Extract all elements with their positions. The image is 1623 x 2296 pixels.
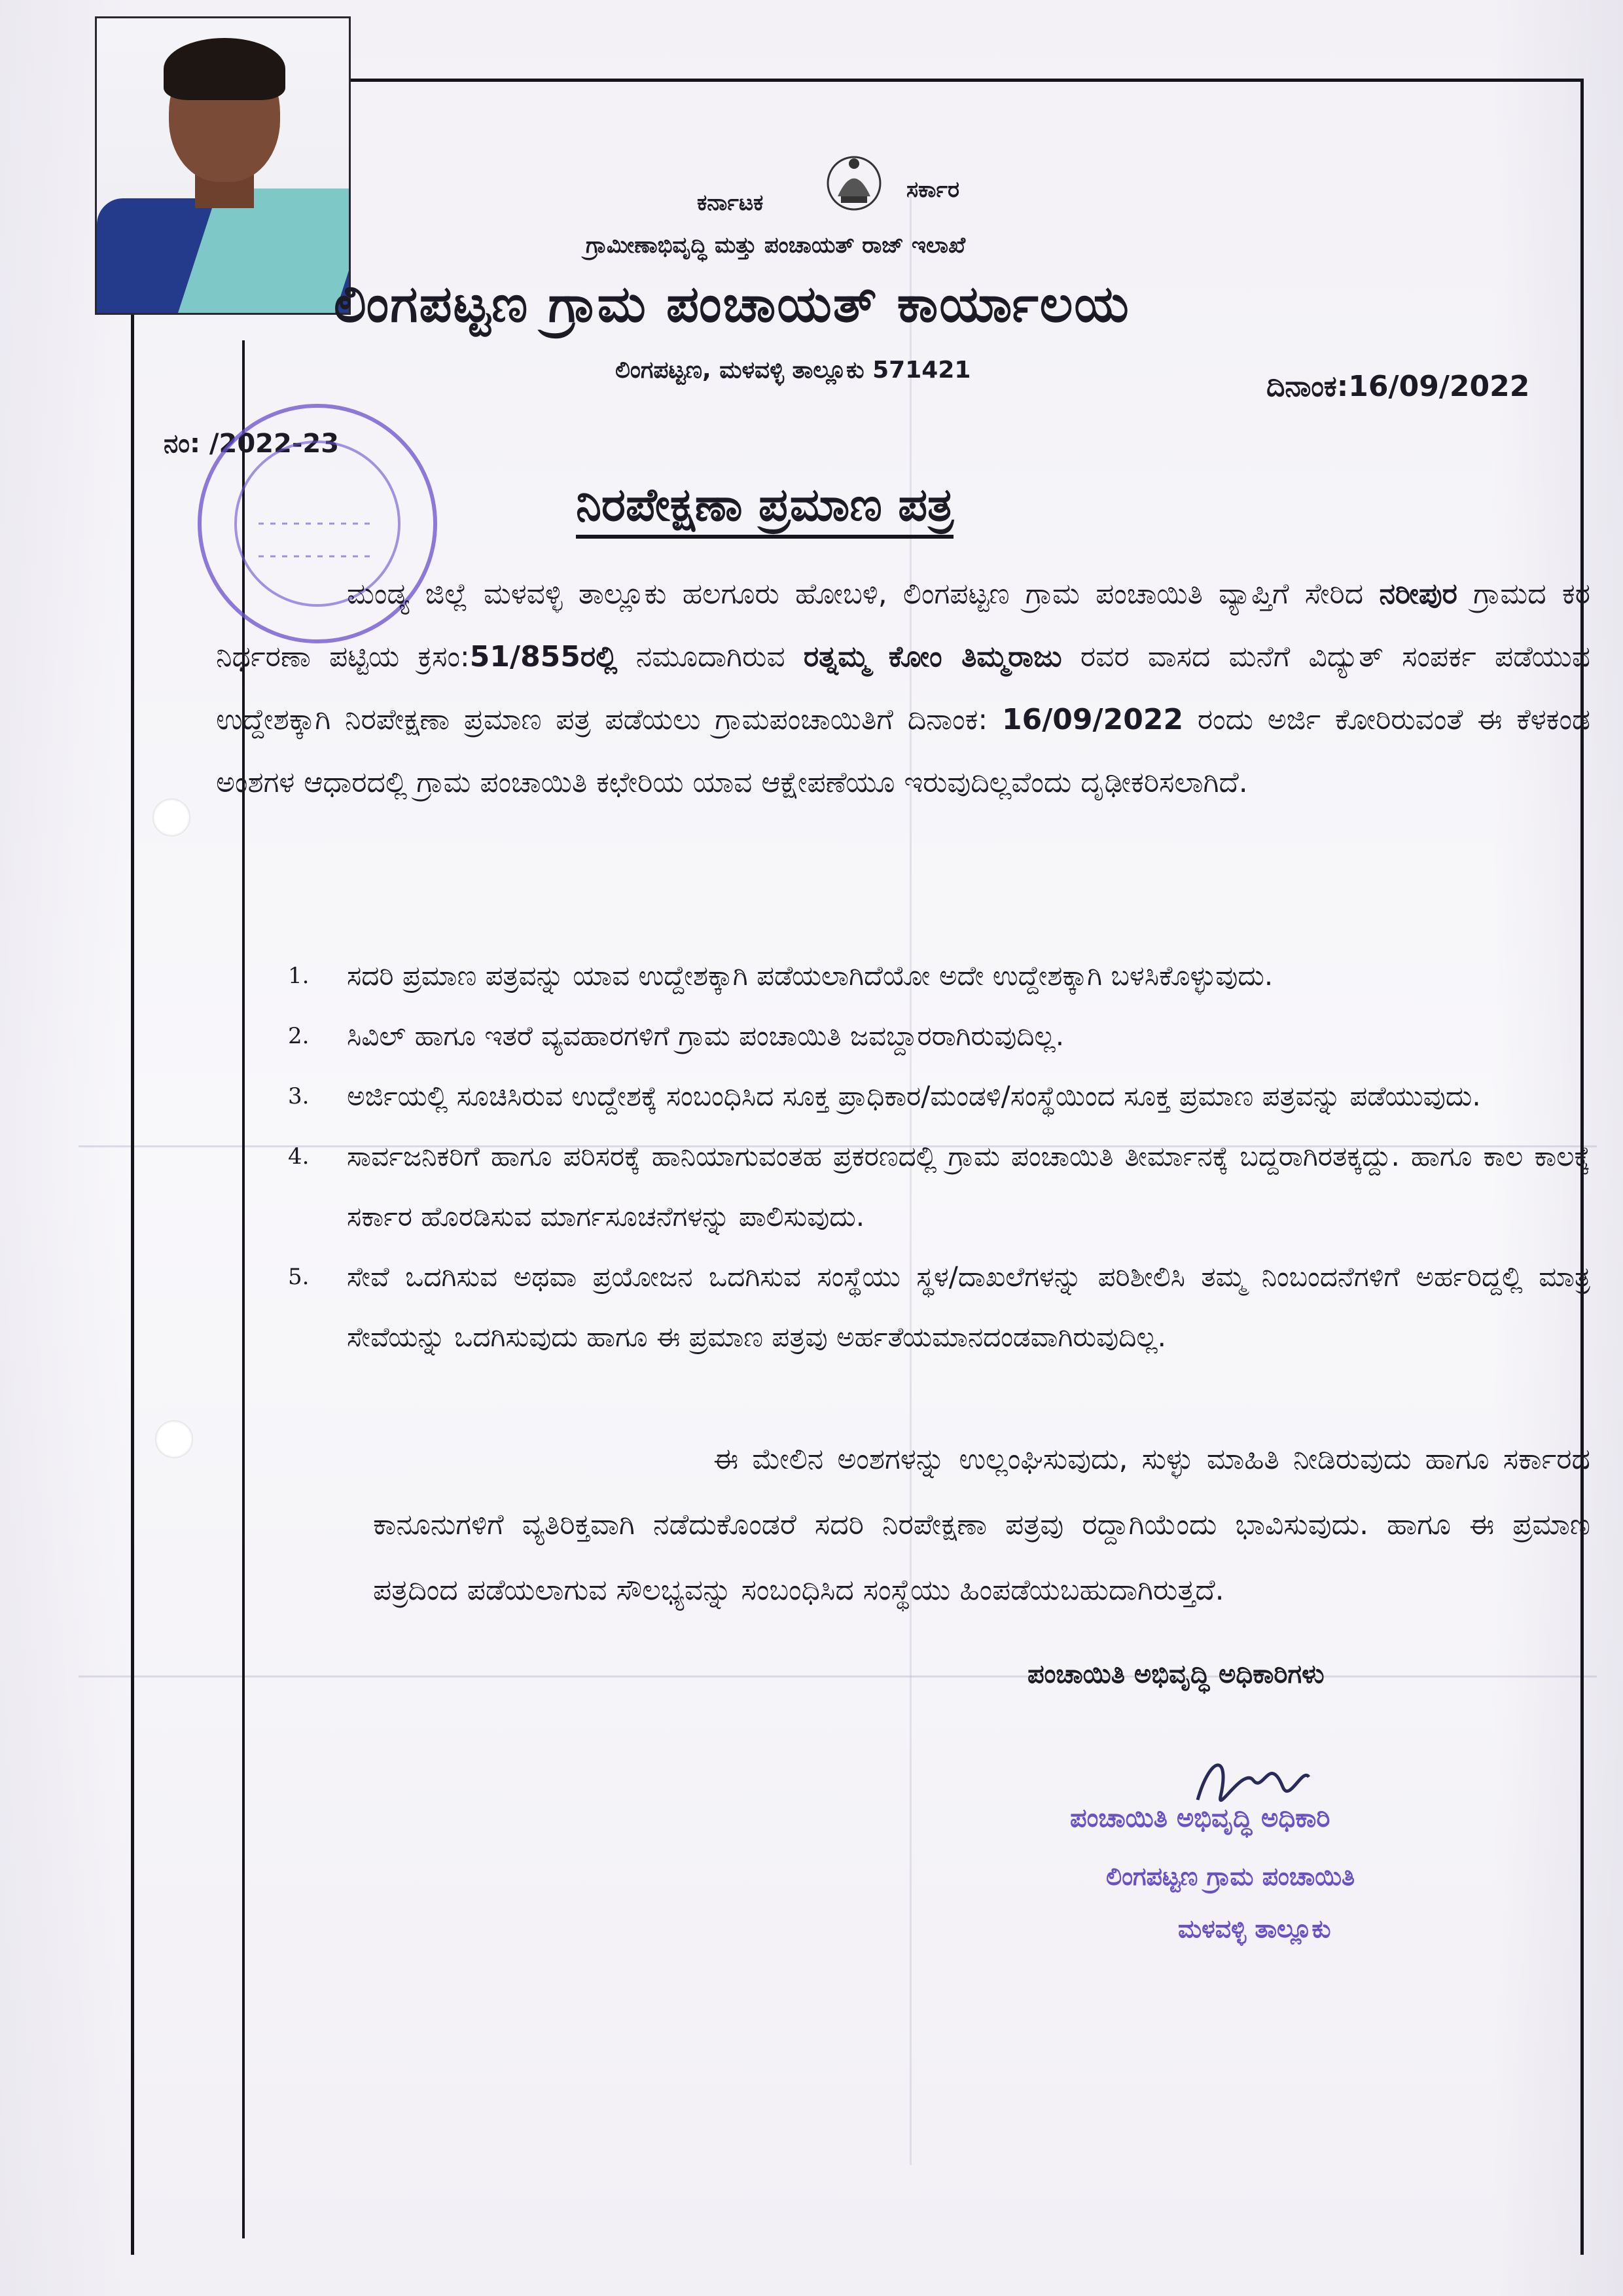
applicant-name: ರತ್ನಮ್ಮ ಕೋಂ ತಿಮ್ಮರಾಜು (803, 640, 1062, 673)
office-address: ಲಿಂಗಪಟ್ಟಣ, ಮಳವಳ್ಳಿ ತಾಲ್ಲೂಕು 571421 (615, 357, 971, 384)
condition-item (288, 1126, 1590, 1247)
punch-hole (155, 1420, 193, 1458)
closing-paragraph: ಈ ಮೇಲಿನ ಅಂಶಗಳನ್ನು ಉಲ್ಲಂಘಿಸುವುದು, ಸುಳ್ಳು ಮಾಹಿತಿ ನೀಡಿರುವುದು ಹಾಗೂ ಸರ್ಕಾರದ ಕಾನೂನುಗಳಿಗೆ ವ್ಯತಿರಿಕ್ತವಾಗಿ ನಡೆದುಕೊಂಡರೆ ಸದರಿ ನಿರಪೇಕ್ಷಣಾ ಪತ್ರವು ರದ್ದಾಗಿಯೆಂದು ಭಾವಿಸುವುದು. ಹಾಗೂ ಈ ಪ್ರಮಾಣ ಪತ್ರದಿಂದ ಪಡೆಯಲಾಗುವ ಸೌಲಭ್ಯವನ್ನು ಸಂಬಂಧಿಸಿದ ಸಂಸ್ಥೆಯು ಹಿಂಪಡೆಯಬಹುದಾಗಿರುತ್ತದೆ. (373, 1443, 1590, 1607)
condition-number: 1. (288, 963, 310, 989)
condition-item (288, 1066, 1590, 1126)
seal-line: ಲಿಂಗಪಟ್ಟಣ ಗ್ರಾಮ ಪಂಚಾಯಿತಿ (1106, 1862, 1355, 1891)
seal-line: ಮಳವಳ್ಳಿ ತಾಲ್ಲೂಕು (1178, 1914, 1331, 1943)
conditions-list (288, 946, 1590, 1367)
body-text: ರಂದು ಅರ್ಜಿ ಕೋರಿರುವಂತೆ ಈ ಕೆಳಕಂಡ ಅಂಶಗಳ ಆಧಾರದಲ್ಲಿ ಗ್ರಾಮ ಪಂಚಾಯಿತಿ ಕಛೇರಿಯ ಯಾವ ಆಕ್ಷೇಪಣೆಯೂ ಇರುವುದಿಲ್ಲವೆಂದು ದೃಢೀಕರಿಸಲಾಗಿದೆ. (216, 703, 1590, 799)
government-label: ಸರ್ಕಾರ (906, 177, 959, 203)
certificate-title: ನಿರಪೇಕ್ಷಣಾ ಪ್ರಮಾಣ ಪತ್ರ (576, 478, 954, 539)
body-text: ಗ್ರಾಮದ ಕರ ನಿರ್ಧರಣಾ ಪಟ್ಟಿಯ ಕ್ರಸಂ: (216, 577, 1590, 673)
village-name: ನರೀಪುರ (1379, 577, 1457, 611)
state-name: ಕರ್ನಾಟಕ (697, 190, 764, 216)
applicant-photo (95, 16, 351, 315)
condition-item (288, 1006, 1590, 1066)
issue-date: ದಿನಾಂಕ:16/09/2022 (1266, 370, 1530, 403)
seal-line: ಪಂಚಾಯಿತಿ ಅಭಿವೃದ್ಧಿ ಅಧಿಕಾರಿ (1070, 1803, 1330, 1833)
condition-number: 2. (288, 1023, 310, 1049)
body-text: ಮಂಡ್ಯ ಜಿಲ್ಲೆ ಮಳವಳ್ಳಿ ತಾಲ್ಲೂಕು ಹಲಗೂರು ಹೋಬಳಿ, ಲಿಂಗಪಟ್ಟಣ ಗ್ರಾಮ ಪಂಚಾಯಿತಿ ವ್ಯಾಪ್ತಿಗೆ ಸೇರಿದ (347, 577, 1364, 611)
condition-number: 5. (288, 1264, 310, 1290)
condition-text: ಸಿವಿಲ್ ಹಾಗೂ ಇತರೆ ವ್ಯವಹಾರಗಳಿಗೆ ಗ್ರಾಮ ಪಂಚಾಯಿತಿ ಜವಬ್ದಾರರಾಗಿರುವುದಿಲ್ಲ. (347, 1020, 1065, 1052)
punch-hole (152, 798, 190, 836)
serial-number: 51/855ರಲ್ಲಿ (469, 640, 618, 673)
body-text: ರವರ ವಾಸದ ಮನೆಗೆ ವಿದ್ಯುತ್ ಸಂಪರ್ಕ ಪಡೆಯುವ ಉದ್ದೇಶಕ್ಕಾಗಿ ನಿರಪೇಕ್ಷಣಾ ಪ್ರಮಾಣ ಪತ್ರ ಪಡೆಯಲು ಗ್ರಾಮಪಂಚಾಯಿತಿಗೆ ದಿನಾಂಕ: (216, 640, 1590, 736)
condition-text: ಸೇವೆ ಒದಗಿಸುವ ಅಥವಾ ಪ್ರಯೋಜನ ಒದಗಿಸುವ ಸಂಸ್ಥೆಯು ಸ್ಥಳ/ದಾಖಲೆಗಳನ್ನು ಪರಿಶೀಲಿಸಿ ತಮ್ಮ ನಿಂಬಂದನೆಗಳಿಗೆ ಅರ್ಹರಿದ್ದಲ್ಲಿ ಮಾತ್ರ ಸೇವೆಯನ್ನು ಒದಗಿಸುವುದು ಹಾಗೂ ಈ ಪ್ರಮಾಣ ಪತ್ರವು ಅರ್ಹತೆಯಮಾನದಂಡವಾಗಿರುವುದಿಲ್ಲ. (347, 1261, 1590, 1353)
condition-item (288, 946, 1590, 1006)
office-name: ಲಿಂಗಪಟ್ಟಣ ಗ್ರಾಮ ಪಂಚಾಯತ್ ಕಾರ್ಯಾಲಯ (334, 275, 1130, 334)
body-paragraph (216, 563, 1590, 814)
reference-number: ನಂ: /2022-23 (164, 429, 340, 459)
condition-item (288, 1247, 1590, 1367)
body-text: ನಮೂದಾಗಿರುವ (635, 640, 785, 673)
condition-text: ಸದರಿ ಪ್ರಮಾಣ ಪತ್ರವನ್ನು ಯಾವ ಉದ್ದೇಶಕ್ಕಾಗಿ ಪಡೆಯಲಾಗಿದೆಯೋ ಅದೇ ಉದ್ದೇಶಕ್ಕಾಗಿ ಬಳಸಿಕೊಳ್ಳುವುದು. (347, 960, 1274, 992)
condition-text: ಸಾರ್ವಜನಿಕರಿಗೆ ಹಾಗೂ ಪರಿಸರಕ್ಕೆ ಹಾನಿಯಾಗುವಂತಹ ಪ್ರಕರಣದಲ್ಲಿ ಗ್ರಾಮ ಪಂಚಾಯಿತಿ ತೀರ್ಮಾನಕ್ಕೆ ಬದ್ದರಾಗಿರತಕ್ಕದ್ದು. ಹಾಗೂ ಕಾಲ ಕಾಲಕ್ಕೆ ಸರ್ಕಾರ ಹೊರಡಿಸುವ ಮಾರ್ಗಸೂಚನೆಗಳನ್ನು ಪಾಲಿಸುವುದು. (347, 1140, 1590, 1232)
condition-number: 3. (288, 1083, 310, 1109)
application-date: 16/09/2022 (1002, 703, 1184, 736)
condition-text: ಅರ್ಜಿಯಲ್ಲಿ ಸೂಚಿಸಿರುವ ಉದ್ದೇಶಕ್ಕೆ ಸಂಬಂಧಿಸಿದ ಸೂಕ್ತ ಪ್ರಾಧಿಕಾರ/ಮಂಡಳಿ/ಸಂಸ್ಥೆಯಿಂದ ಸೂಕ್ತ ಪ್ರಮಾಣ ಪತ್ರವನ್ನು ಪಡೆಯುವುದು. (347, 1080, 1481, 1112)
condition-number: 4. (288, 1143, 310, 1170)
signatory-title: ಪಂಚಾಯಿತಿ ಅಭಿವೃದ್ಧಿ ಅಧಿಕಾರಿಗಳು (1027, 1659, 1325, 1689)
state-emblem-icon (818, 147, 890, 219)
department-name: ಗ್ರಾಮೀಣಾಭಿವೃದ್ಧಿ ಮತ್ತು ಪಂಚಾಯತ್ ರಾಜ್ ಇಲಾಖೆ (586, 232, 966, 259)
